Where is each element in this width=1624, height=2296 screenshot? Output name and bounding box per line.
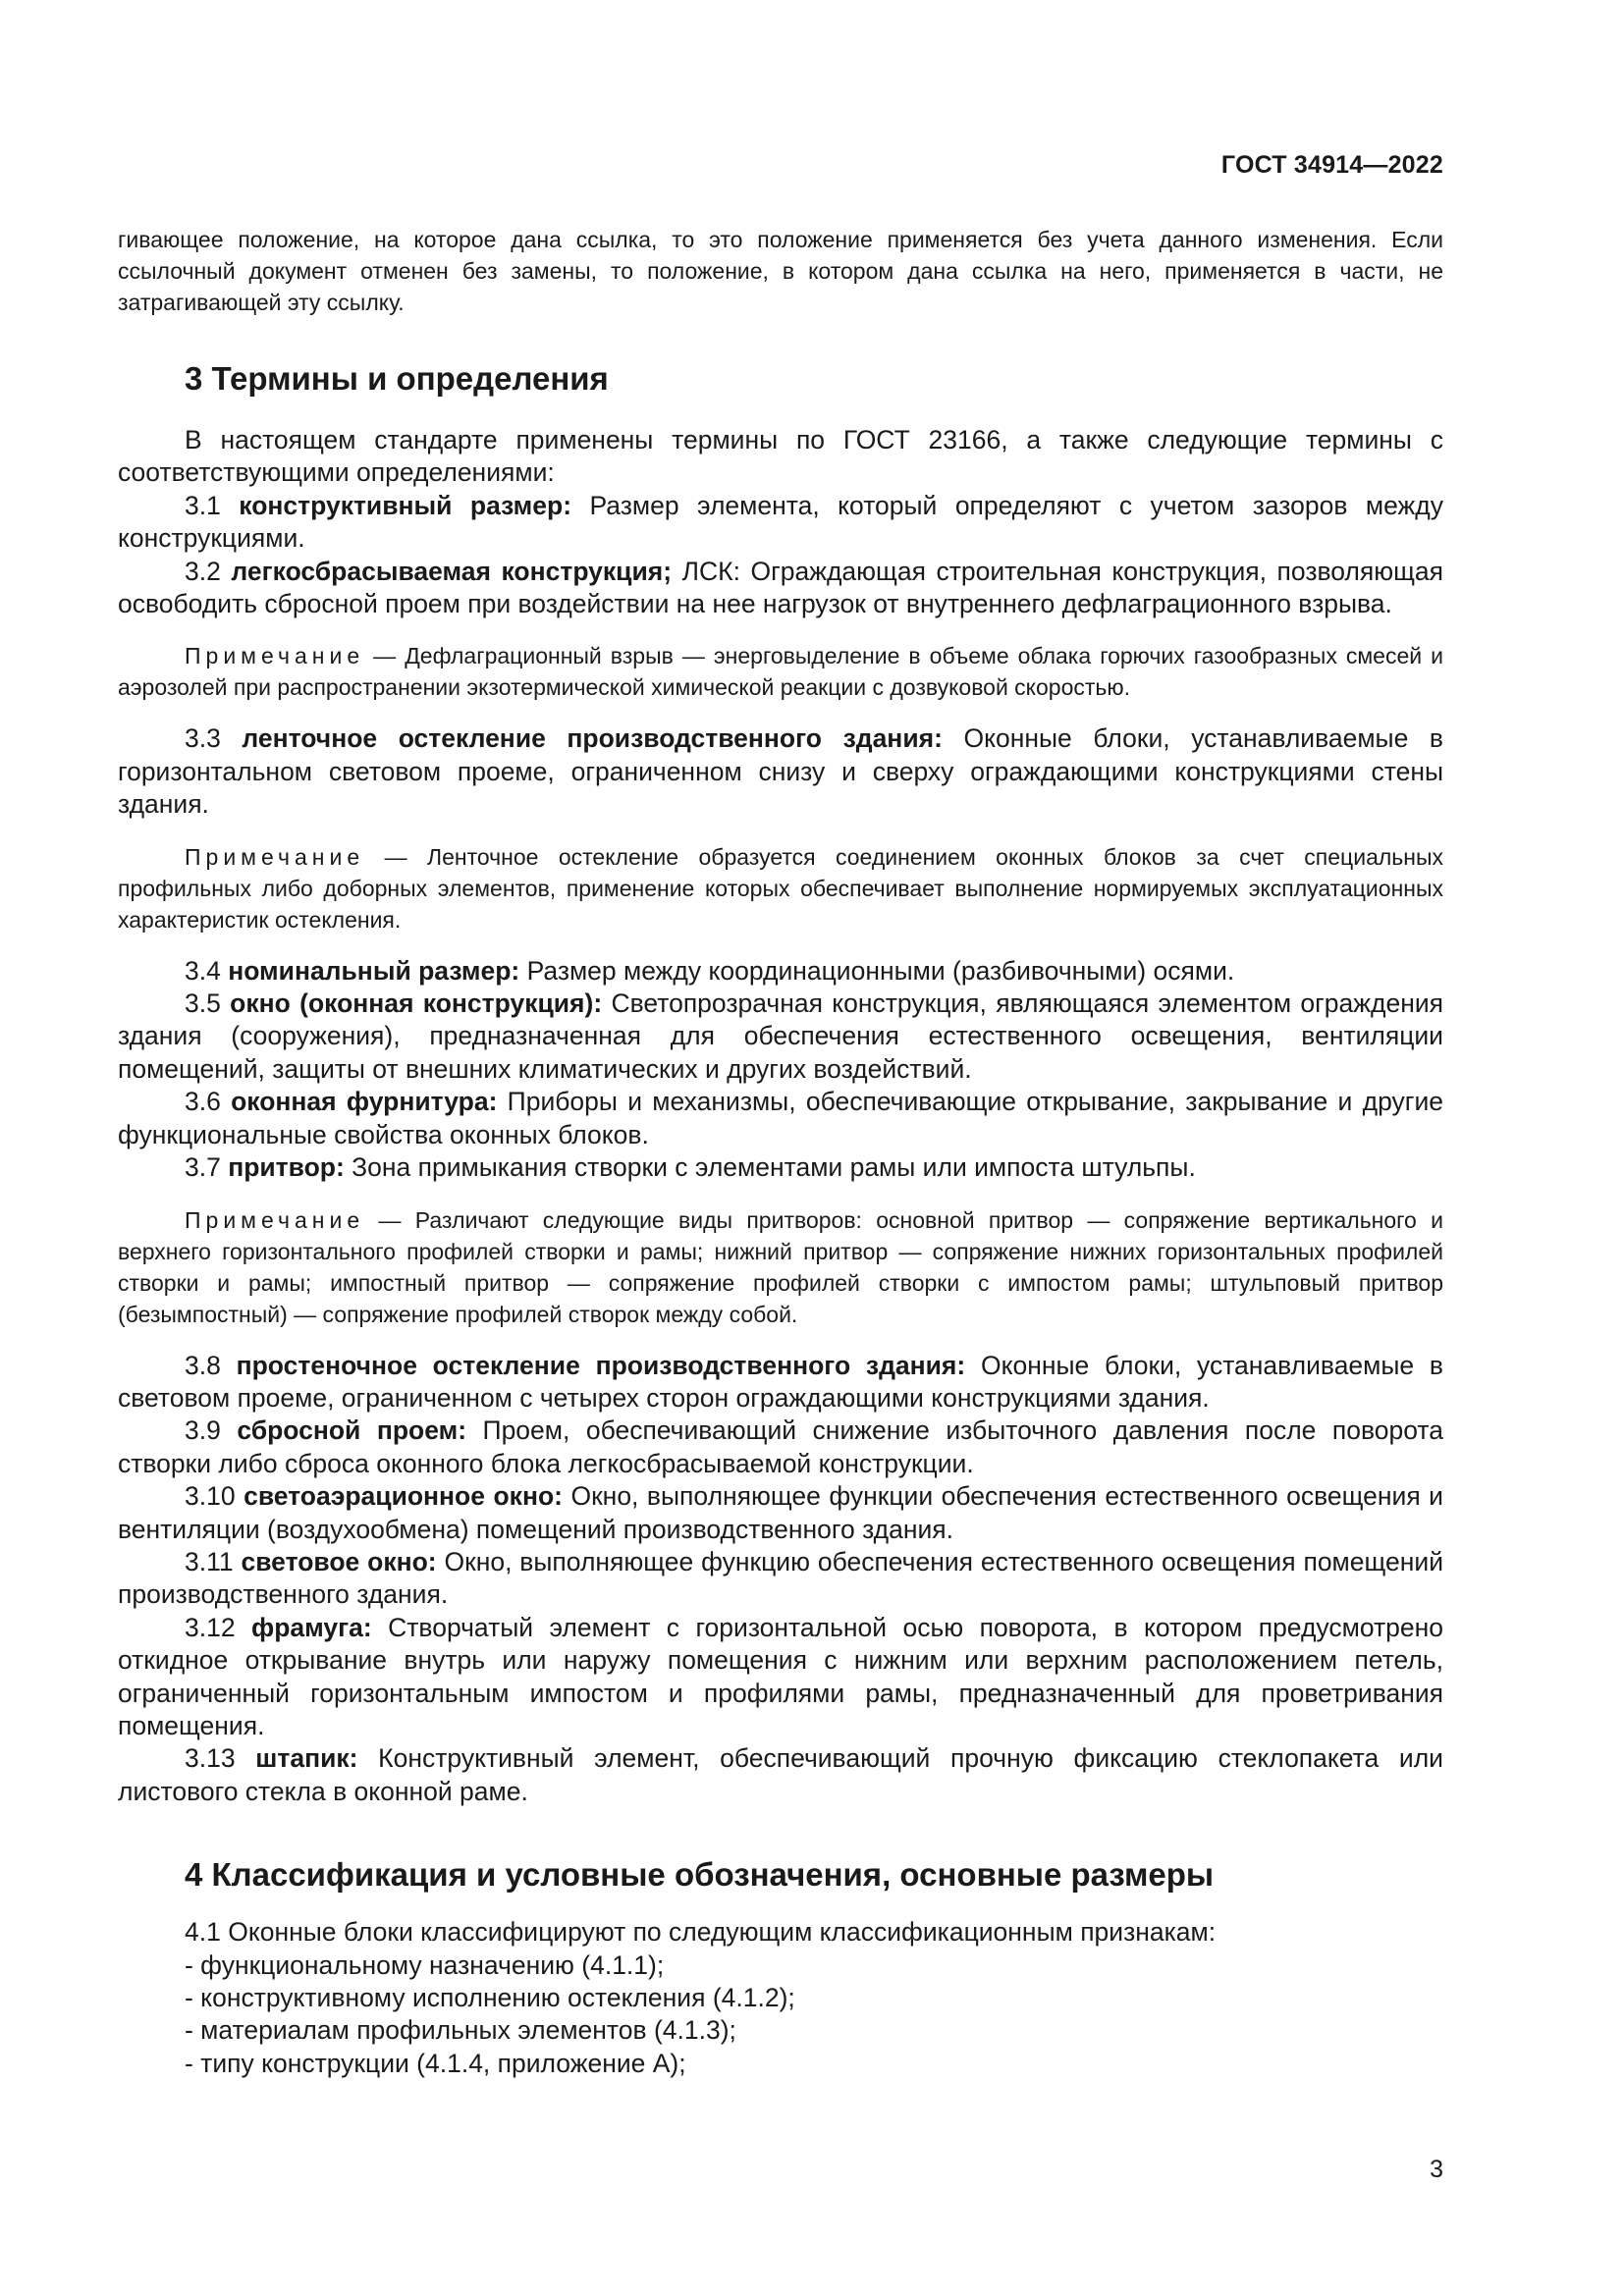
classification-list (118, 1949, 1443, 2081)
section-3-lead: В настоящем стандарте применены термины по ГОСТ 23166, а также следующие термины с соответствующими определениями: (118, 425, 1443, 488)
note-text: — Различают следующие виды притворов: основной притвор — сопряжение вертикального и верхнего горизонтального профилей створки и рамы; нижний притвор — сопряжение нижних горизонтальных профилей створки и рамы; импостный притвор — сопряжение профилей створки с импостом рамы; штульповый притвор (безымпостный) — сопряжение профилей створок между собой. (118, 1206, 1443, 1327)
term-name: штапик: (255, 1743, 358, 1774)
note-label: Примечание (185, 843, 365, 870)
term-3-10 (118, 1480, 1443, 1546)
term-3-1 (118, 490, 1443, 556)
term-3-5 (118, 988, 1443, 1086)
term-name: номинальный размер: (228, 955, 520, 986)
term-name: сбросной проем: (237, 1415, 467, 1446)
term-number: 3.8 (185, 1350, 237, 1380)
section-4-heading: 4 Классификация и условные обозначения, основные размеры (185, 1856, 1215, 1894)
term-number: 3.3 (185, 723, 243, 754)
term-3-4 (118, 955, 1443, 988)
term-name: притвор: (228, 1152, 345, 1183)
term-name: световое окно: (241, 1546, 437, 1576)
term-definition: ЛСК: Ограждающая строительная конструкция, позволяющая освободить сбросной проем при воздействии на нее нагрузок от внутреннего дефлаграционного взрыва. (118, 556, 1444, 619)
term-definition: Приборы и механизмы, обеспечивающие открывание, закрывание и другие функциональные свойства оконных блоков. (118, 1087, 1443, 1149)
term-3-9 (118, 1415, 1443, 1480)
term-definition: Окно, выполняющее функции обеспечения естественного освещения и вентиляции (воздухообмена) помещений производственного здания. (118, 1481, 1443, 1544)
note-text: — Ленточное остекление образуется соединением оконных блоков за счет специальных профильных либо доборных элементов, применение которых обеспечивает выполнение нормируемых эксплуатационных характеристик остекления. (118, 843, 1443, 933)
note-3-2 (118, 640, 1443, 703)
term-name: фрамуга: (251, 1612, 372, 1642)
term-definition: Проем, обеспечивающий снижение избыточного давления после поворота створки либо сброса оконного блока легкосбрасываемой конструкции. (118, 1415, 1443, 1478)
term-3-3 (118, 722, 1443, 821)
note-label: Примечание (185, 1206, 365, 1233)
page-number: 3 (1430, 2156, 1443, 2183)
document-body (118, 224, 1443, 2080)
list-item: - конструктивному исполнению остекления (4.1.2); (185, 1983, 795, 2012)
term-definition: Конструктивный элемент, обеспечивающий прочную фиксацию стеклопакета или листового стекла в оконной раме. (118, 1743, 1443, 1806)
list-item: - функциональному назначению (4.1.1); (185, 1949, 665, 1980)
term-number: 3.6 (185, 1087, 232, 1117)
term-definition: Створчатый элемент с горизонтальной осью поворота, в котором предусмотрено откидное открывание внутрь или наружу помещения с нижним или верхним расположением петель, ограниченный горизонтальным импостом и профилями рамы, предназначенный для проветривания помещения. (118, 1612, 1443, 1740)
intro-paragraph: гивающее положение, на которое дана ссылка, то это положение применяется без учета данного изменения. Если ссылочный документ отменен без замены, то положение, в котором дана ссылка на него, применяется в части, не затрагивающей эту ссылку. (118, 227, 1443, 315)
term-definition: Окно, выполняющее функцию обеспечения естественного освещения помещений производственного здания. (118, 1546, 1443, 1610)
term-name: конструктивный размер: (239, 490, 572, 520)
term-number: 3.11 (185, 1546, 242, 1576)
term-number: 3.2 (185, 556, 232, 586)
term-name: светоаэрационное окно: (244, 1481, 563, 1512)
term-3-6 (118, 1086, 1443, 1151)
term-name: оконная фурнитура: (231, 1087, 498, 1117)
term-3-8 (118, 1350, 1443, 1415)
section-3-heading: 3 Термины и определения (185, 360, 609, 397)
note-label: Примечание (185, 643, 365, 669)
term-definition: Светопрозрачная конструкция, являющаяся элементом ограждения здания (сооружения), предназначенная для обеспечения естественного освещения, вентиляции помещений, защиты от внешних климатических и других воздействий. (118, 988, 1443, 1084)
term-3-12 (118, 1612, 1443, 1743)
term-number: 3.12 (185, 1612, 252, 1642)
term-definition: Оконные блоки, устанавливаемые в горизонтальном световом проеме, ограниченном снизу и сверху ограждающими конструкциями стены здания. (118, 723, 1444, 820)
term-definition: Размер элемента, который определяют с учетом зазоров между конструкциями. (118, 490, 1443, 554)
note-text: — Дефлаграционный взрыв — энерговыделение в объеме облака горючих газообразных смесей и аэрозолей при распространении экзотермической химической реакции с дозвуковой скоростью. (118, 643, 1443, 701)
list-item: - материалам профильных элементов (4.1.3); (185, 2015, 736, 2046)
term-number: 3.13 (185, 1743, 256, 1774)
term-number: 3.4 (185, 955, 229, 986)
term-number: 3.10 (185, 1481, 244, 1512)
term-name: простеночное остекление производственного здания: (236, 1350, 966, 1380)
term-definition: Зона примыкания створки с элементами рамы или импоста штульпы. (344, 1152, 1196, 1183)
term-definition: Оконные блоки, устанавливаемые в световом проеме, ограниченном с четырех сторон ограждающими конструкциями здания. (118, 1350, 1443, 1413)
term-definition: Размер между координационными (разбивочными) осями. (519, 955, 1235, 986)
term-name: легкосбрасываемая конструкция; (231, 556, 673, 586)
document-header: ГОСТ 34914—2022 (1220, 151, 1443, 179)
note-3-7 (118, 1204, 1443, 1330)
term-name: ленточное остекление производственного здания: (242, 723, 943, 754)
section-4-lead: 4.1 Оконные блоки классифицируют по следующим классификационным признакам: (185, 1917, 1217, 1948)
term-3-11 (118, 1546, 1443, 1612)
term-number: 3.9 (185, 1415, 238, 1446)
list-item: - типу конструкции (4.1.4, приложение А); (185, 2048, 686, 2078)
term-3-13 (118, 1742, 1443, 1808)
term-3-2 (118, 556, 1443, 621)
note-3-3 (118, 841, 1443, 935)
term-number: 3.1 (185, 490, 240, 520)
term-name: окно (оконная конструкция): (230, 988, 603, 1019)
term-number: 3.7 (185, 1152, 229, 1183)
term-3-7 (118, 1151, 1443, 1184)
term-number: 3.5 (185, 988, 231, 1019)
